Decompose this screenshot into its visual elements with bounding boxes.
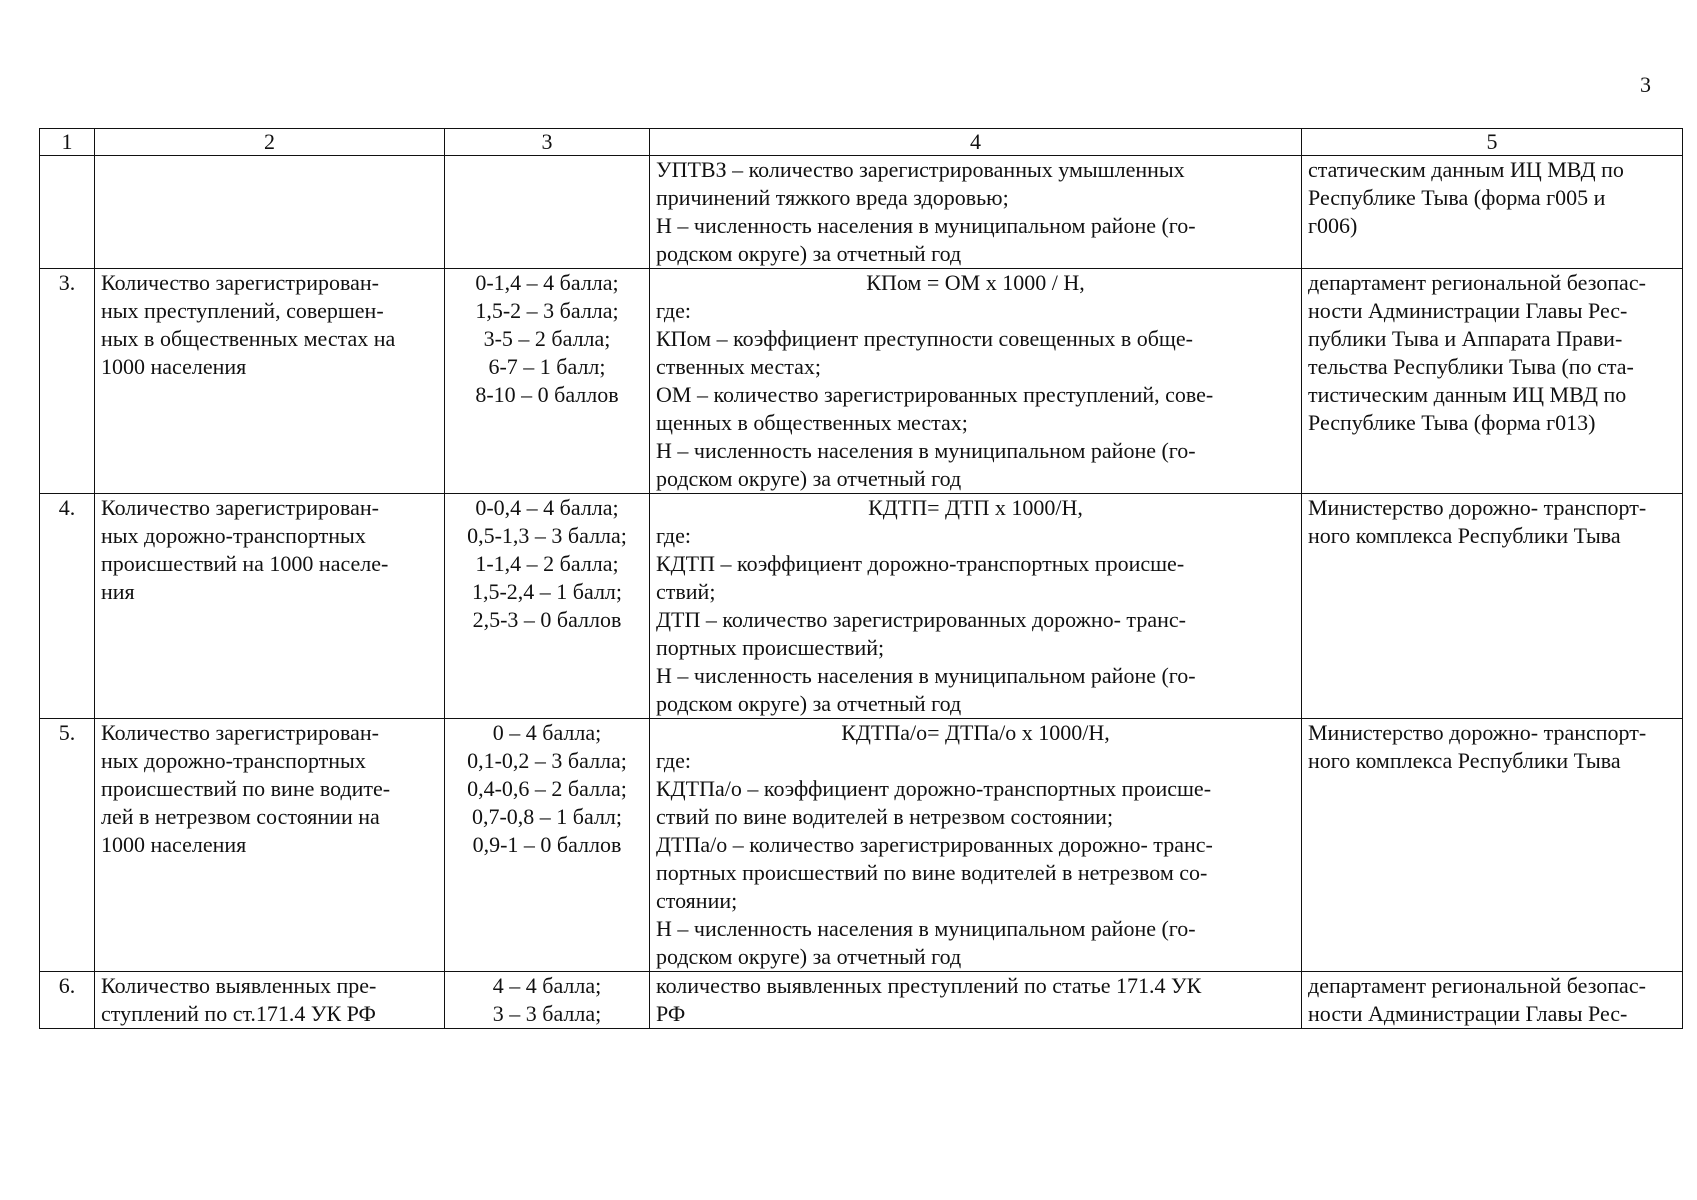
table-row (40, 719, 1683, 972)
text-line: КПом – коэффициент преступности совещенных в обще- (656, 326, 1193, 351)
score-line: 0-0,4 – 4 балла; (475, 495, 619, 520)
text-line: родском округе) за отчетный год (656, 241, 962, 266)
text-line: 1000 населения (101, 354, 247, 379)
text-line: КДТП – коэффициент дорожно-транспортных происше- (656, 551, 1185, 576)
text-line: где: (656, 298, 691, 323)
formula: КДТПа/о= ДТПа/о х 1000/Н, (841, 720, 1110, 745)
text-line: ности Администрации Главы Рес- (1308, 298, 1628, 323)
indicator-name (95, 269, 445, 494)
text-line: количество выявленных преступлений по статье 171.4 УК (656, 973, 1202, 998)
score-scale (445, 719, 650, 972)
text-line: КДТПа/о – коэффициент дорожно-транспортных происше- (656, 776, 1212, 801)
cont-cell-num (40, 156, 95, 269)
cont-cell-description (650, 156, 1302, 269)
score-scale (445, 494, 650, 719)
score-line: 0,7-0,8 – 1 балл; (471, 804, 623, 829)
row-number: 3. (40, 269, 95, 494)
text-line: ДТП – количество зарегистрированных дорожно- транс- (656, 607, 1186, 632)
page-number: 3 (1640, 72, 1651, 97)
formula: КДТП= ДТП х 1000/Н, (868, 495, 1083, 520)
cont-cell-name (95, 156, 445, 269)
score-scale (445, 972, 650, 1029)
text-line: ОМ – количество зарегистрированных преступлений, сове- (656, 382, 1214, 407)
header-row (40, 129, 1683, 156)
score-line: 8-10 – 0 баллов (475, 382, 619, 407)
text-line: департамент региональной безопас- (1308, 973, 1646, 998)
text-line: Количество зарегистрирован- (101, 720, 379, 745)
text-line: Количество зарегистрирован- (101, 495, 379, 520)
text-line: УПТВЗ – количество зарегистрированных умышленных (656, 157, 1185, 182)
text-line: где: (656, 748, 691, 773)
text-line: родском округе) за отчетный год (656, 466, 962, 491)
score-line: 0-1,4 – 4 балла; (475, 270, 619, 295)
header-col-4: 4 (650, 129, 1302, 156)
row-number: 5. (40, 719, 95, 972)
text-line: Республике Тыва (форма г013) (1308, 410, 1596, 435)
text-line: ния (101, 579, 135, 604)
indicator-name (95, 719, 445, 972)
text-line: родском округе) за отчетный год (656, 944, 962, 969)
text-line: стоянии; (656, 888, 738, 913)
text-line: ных в общественных местах на (101, 326, 396, 351)
header-col-1: 1 (40, 129, 95, 156)
score-line: 6-7 – 1 балл; (488, 354, 606, 379)
text-line: лей в нетрезвом состоянии на (101, 804, 380, 829)
header-col-5: 5 (1302, 129, 1683, 156)
table-row (40, 494, 1683, 719)
text-line: ного комплекса Республики Тыва (1308, 523, 1621, 548)
text-line: портных происшествий по вине водителей в нетрезвом со- (656, 860, 1208, 885)
row-number: 4. (40, 494, 95, 719)
text-line: Количество зарегистрирован- (101, 270, 379, 295)
calculation-method (650, 719, 1302, 972)
calculation-method (650, 494, 1302, 719)
row-number: 6. (40, 972, 95, 1029)
text-line: тельства Республики Тыва (по ста- (1308, 354, 1634, 379)
criteria-table (39, 128, 1683, 1029)
text-line: ственных местах; (656, 354, 821, 379)
cont-cell-scores (445, 156, 650, 269)
score-line: 3-5 – 2 балла; (483, 326, 611, 351)
text-line: происшествий по вине водите- (101, 776, 391, 801)
text-line: ности Администрации Главы Рес- (1308, 1001, 1628, 1026)
text-line: публики Тыва и Аппарата Прави- (1308, 326, 1623, 351)
header-col-3: 3 (445, 129, 650, 156)
calculation-method (650, 269, 1302, 494)
text-line: Количество выявленных пре- (101, 973, 377, 998)
header-col-2: 2 (95, 129, 445, 156)
cont-cell-source (1302, 156, 1683, 269)
text-line: Н – численность населения в муниципальном районе (го- (656, 438, 1196, 463)
continuation-row (40, 156, 1683, 269)
indicator-name (95, 494, 445, 719)
text-line: портных происшествий; (656, 635, 885, 660)
score-line: 0 – 4 балла; (492, 720, 602, 745)
text-line: Министерство дорожно- транспорт- (1308, 720, 1647, 745)
table-row (40, 972, 1683, 1029)
score-line: 0,5-1,3 – 3 балла; (467, 523, 627, 548)
data-source (1302, 494, 1683, 719)
text-line: ступлений по ст.171.4 УК РФ (101, 1001, 376, 1026)
score-line: 0,4-0,6 – 2 балла; (467, 776, 627, 801)
formula: КПом = ОМ х 1000 / Н, (866, 270, 1085, 295)
calculation-method (650, 972, 1302, 1029)
text-line: ных дорожно-транспортных (101, 748, 366, 773)
text-line: Н – численность населения в муниципальном районе (го- (656, 663, 1196, 688)
score-line: 4 – 4 балла; (492, 973, 602, 998)
score-line: 3 – 3 балла; (492, 1001, 602, 1026)
score-scale (445, 269, 650, 494)
data-source (1302, 972, 1683, 1029)
text-line: Н – численность населения в муниципальном районе (го- (656, 213, 1196, 238)
text-line: ДТПа/о – количество зарегистрированных дорожно- транс- (656, 832, 1213, 857)
text-line: ных дорожно-транспортных (101, 523, 366, 548)
text-line: Н – численность населения в муниципальном районе (го- (656, 916, 1196, 941)
text-line: тистическим данным ИЦ МВД по (1308, 382, 1627, 407)
score-line: 1-1,4 – 2 балла; (475, 551, 619, 576)
text-line: департамент региональной безопас- (1308, 270, 1646, 295)
text-line: причинений тяжкого вреда здоровью; (656, 185, 1009, 210)
text-line: ного комплекса Республики Тыва (1308, 748, 1621, 773)
indicator-name (95, 972, 445, 1029)
table-row (40, 269, 1683, 494)
text-line: г006) (1308, 213, 1358, 238)
text-line: происшествий на 1000 населе- (101, 551, 389, 576)
text-line: родском округе) за отчетный год (656, 691, 962, 716)
text-line: 1000 населения (101, 832, 247, 857)
data-source (1302, 269, 1683, 494)
text-line: РФ (656, 1001, 686, 1026)
text-line: ных преступлений, совершен- (101, 298, 384, 323)
text-line: щенных в общественных местах; (656, 410, 968, 435)
score-line: 0,1-0,2 – 3 балла; (467, 748, 627, 773)
text-line: Республике Тыва (форма г005 и (1308, 185, 1606, 210)
score-line: 0,9-1 – 0 баллов (472, 832, 622, 857)
data-source (1302, 719, 1683, 972)
score-line: 1,5-2 – 3 балла; (475, 298, 619, 323)
text-line: ствий; (656, 579, 716, 604)
text-line: ствий по вине водителей в нетрезвом состоянии; (656, 804, 1114, 829)
text-line: Министерство дорожно- транспорт- (1308, 495, 1647, 520)
text-line: статическим данным ИЦ МВД по (1308, 157, 1624, 182)
text-line: где: (656, 523, 691, 548)
score-line: 1,5-2,4 – 1 балл; (471, 579, 623, 604)
score-line: 2,5-3 – 0 баллов (472, 607, 622, 632)
